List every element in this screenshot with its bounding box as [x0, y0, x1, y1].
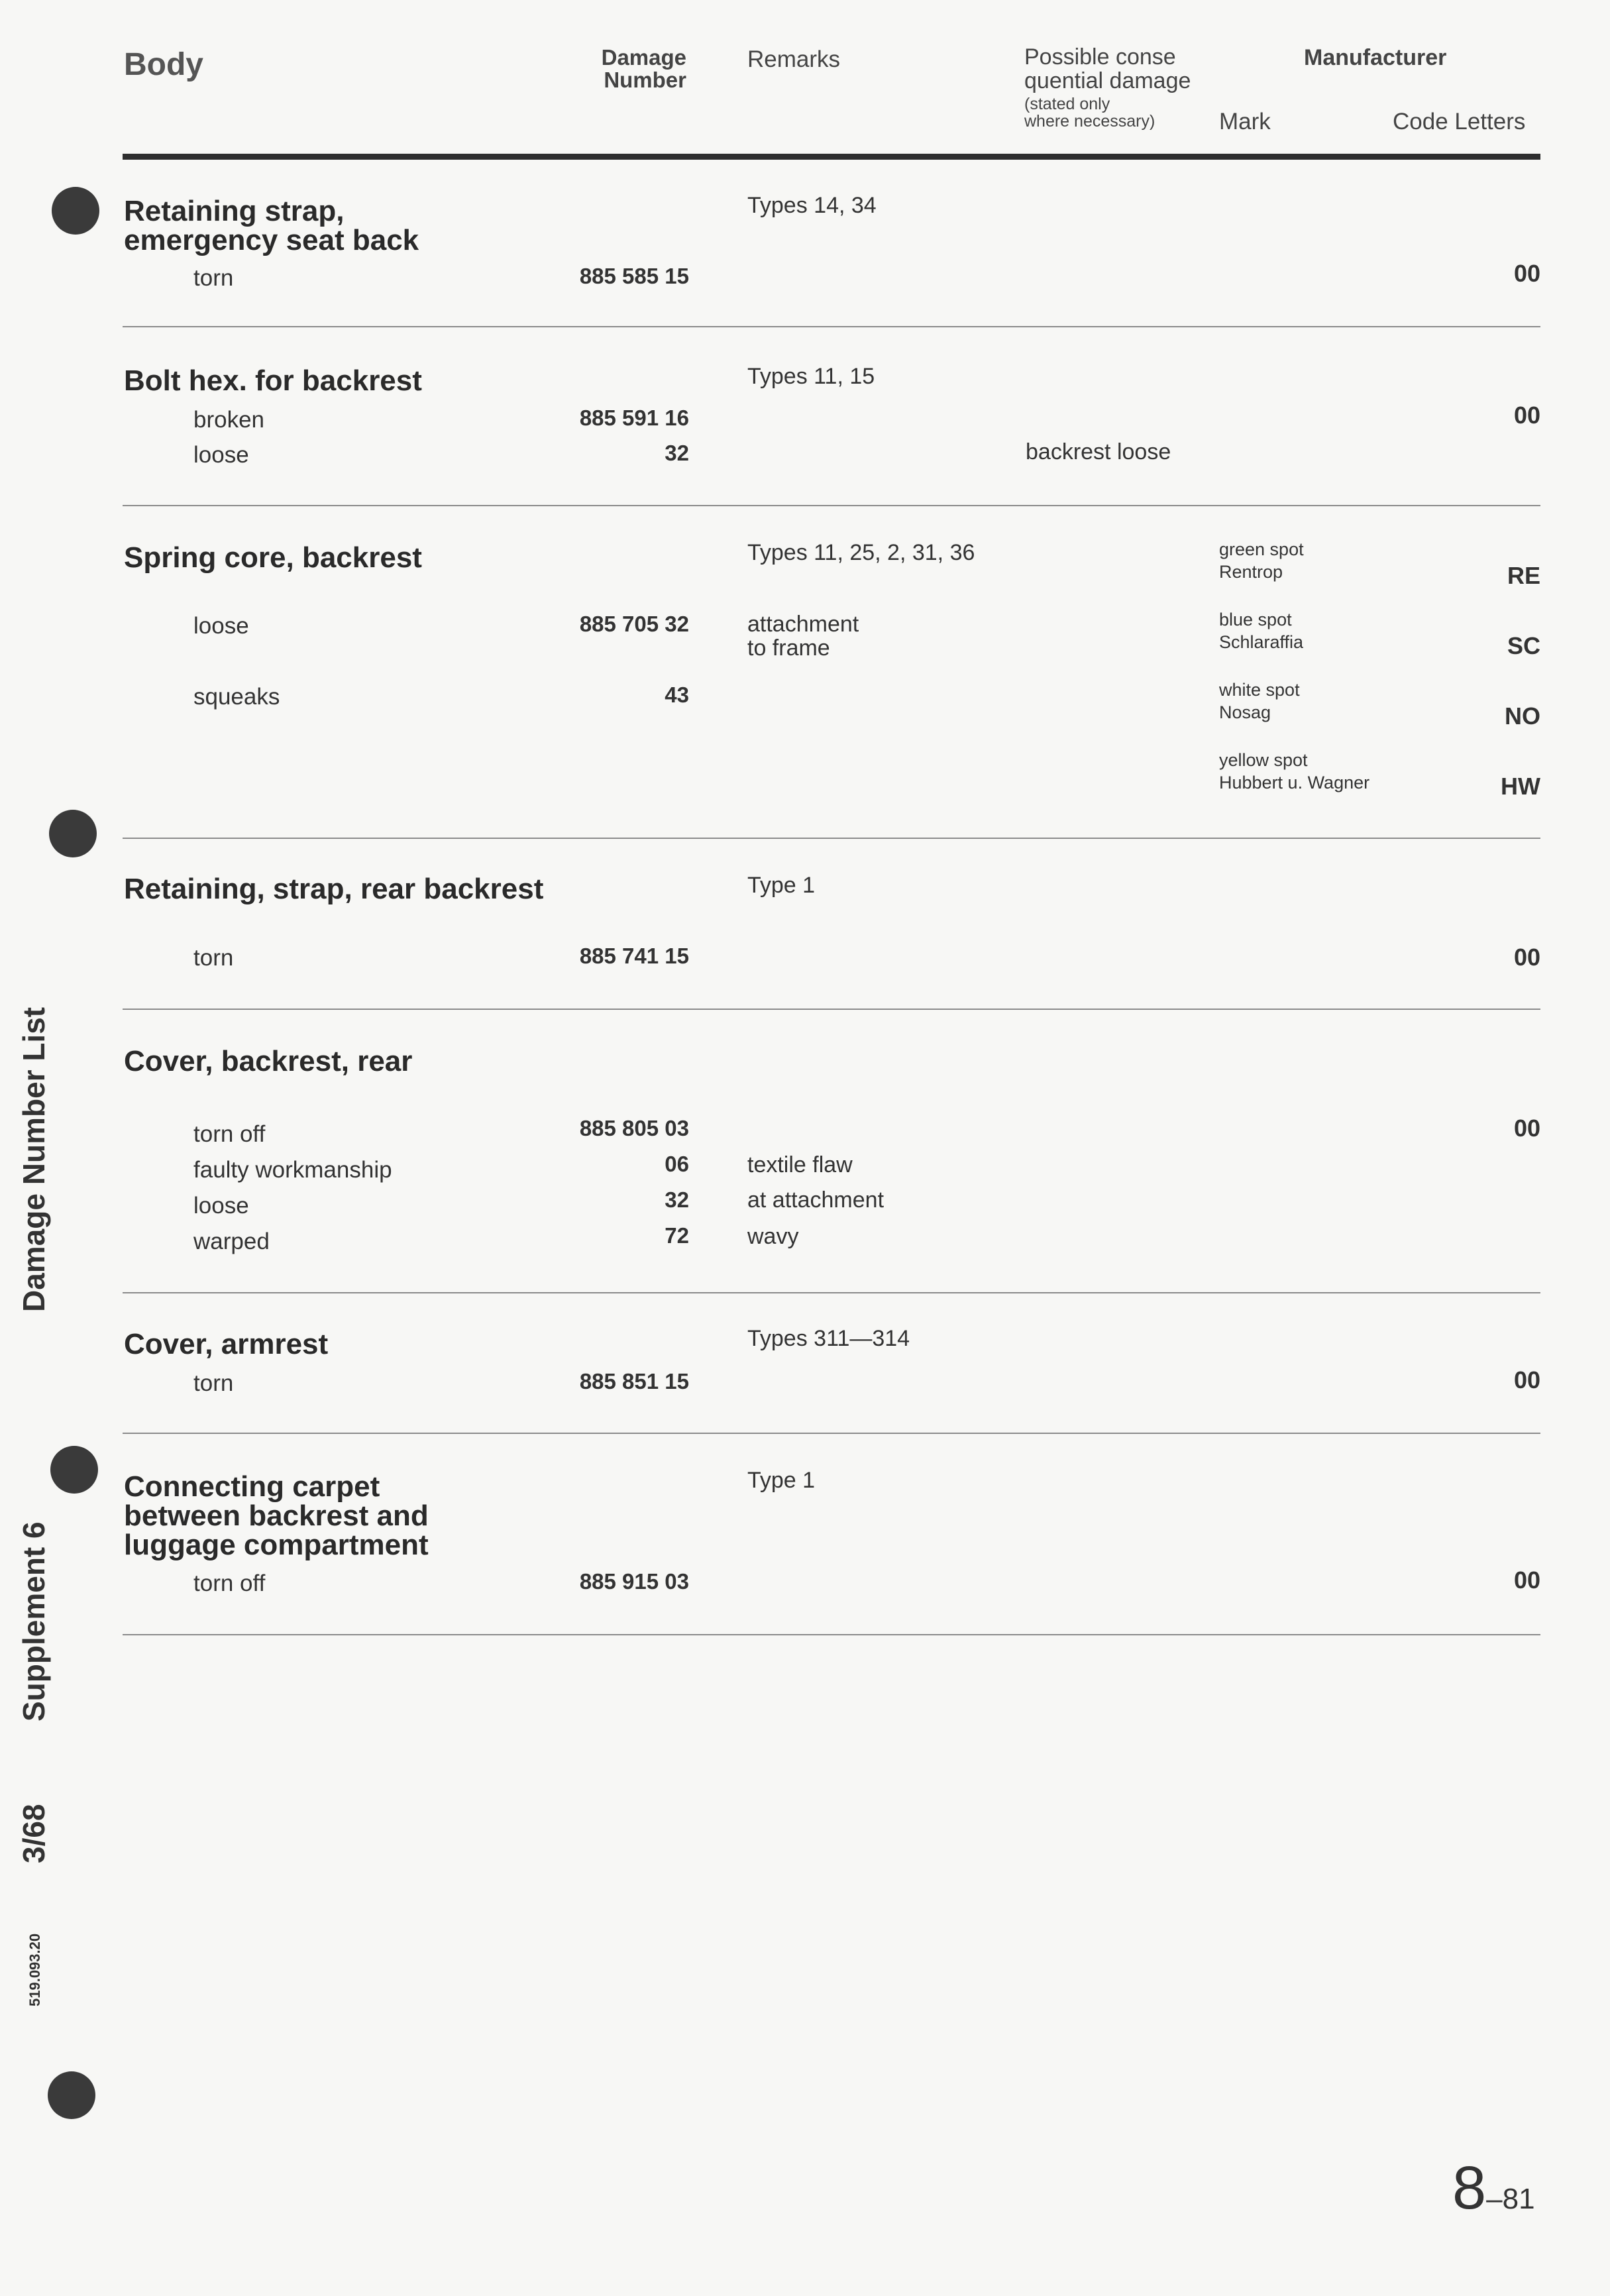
- punch-hole: [49, 810, 97, 857]
- damage-number-header-line: Damage: [601, 45, 686, 70]
- code-letters: 00: [1513, 1115, 1540, 1142]
- manufacturer-mark: [1219, 749, 1369, 794]
- remarks-text: at attachment: [747, 1187, 885, 1213]
- section-divider: [123, 1009, 1540, 1010]
- manufacturer-mark: [1219, 679, 1300, 724]
- item-title: Retaining, strap, rear backrest: [124, 873, 544, 905]
- punch-hole: [50, 1446, 98, 1494]
- code-letters: SC: [1507, 632, 1540, 659]
- remarks-text: Types 11, 25, 2, 31, 36: [747, 540, 975, 565]
- mark-line: white spot: [1219, 680, 1300, 700]
- consequential-header-line: quential damage: [1024, 68, 1191, 93]
- header-rule: [123, 154, 1540, 160]
- damage-label: faulty workmanship: [193, 1157, 392, 1183]
- consequential-header: [1024, 45, 1191, 130]
- item-title: [124, 1472, 429, 1560]
- damage-label: torn: [193, 265, 234, 291]
- section-divider: [123, 326, 1540, 327]
- code-letters-header: Code Letters: [1393, 109, 1526, 135]
- remarks-text: Type 1: [747, 1468, 816, 1493]
- mark-line: yellow spot: [1219, 750, 1308, 770]
- damage-number: 43: [665, 683, 689, 707]
- damage-label: loose: [193, 442, 249, 468]
- damage-number: 32: [665, 1187, 689, 1212]
- section-divider: [123, 838, 1540, 839]
- section-divider: [123, 1634, 1540, 1635]
- code-letters: 00: [1513, 1366, 1540, 1394]
- remarks-text: [747, 612, 859, 660]
- damage-label: warped: [193, 1229, 270, 1254]
- item-title: [124, 197, 419, 255]
- damage-number: 32: [665, 441, 689, 465]
- section-divider: [123, 505, 1540, 506]
- code-letters: 00: [1513, 1566, 1540, 1594]
- damage-number: 885 591 16: [579, 406, 689, 430]
- side-list-name: Damage Number List: [17, 1007, 51, 1312]
- mark-line: blue spot: [1219, 610, 1292, 629]
- item-title: Cover, armrest: [124, 1328, 329, 1360]
- damage-label: torn: [193, 1370, 234, 1396]
- remarks-text: Types 11, 15: [747, 364, 875, 389]
- mark-line: green spot: [1219, 539, 1304, 559]
- damage-label: loose: [193, 1193, 249, 1219]
- damage-label: loose: [193, 613, 249, 639]
- mark-line: Rentrop: [1219, 562, 1283, 582]
- remarks-line: attachment: [747, 612, 859, 637]
- item-title-line: between backrest and: [124, 1500, 429, 1532]
- item-title-line: Connecting carpet: [124, 1470, 380, 1503]
- consequential-note-line: where necessary): [1024, 112, 1155, 131]
- damage-number: 885 585 15: [579, 264, 689, 288]
- consequential-note-line: (stated only: [1024, 95, 1110, 113]
- item-title-line: emergency seat back: [124, 224, 419, 256]
- manufacturer-header: Manufacturer: [1304, 45, 1447, 70]
- remarks-text: textile flaw: [747, 1152, 853, 1177]
- damage-label: torn off: [193, 1121, 266, 1147]
- remarks-text: Type 1: [747, 873, 816, 898]
- mark-header: Mark: [1219, 109, 1271, 135]
- mark-line: Schlaraffia: [1219, 632, 1304, 652]
- side-date: 3/68: [17, 1804, 51, 1863]
- code-letters: 00: [1513, 944, 1540, 971]
- remarks-text: Types 311—314: [747, 1326, 910, 1351]
- remarks-header: Remarks: [747, 46, 841, 72]
- damage-label: squeaks: [193, 684, 280, 710]
- item-title: Bolt hex. for backrest: [124, 364, 422, 397]
- side-doc-number: 519.093.20: [27, 1933, 43, 2006]
- damage-number: 72: [665, 1223, 689, 1248]
- damage-label: torn off: [193, 1570, 266, 1596]
- side-supplement: Supplement 6: [17, 1521, 51, 1722]
- remarks-text: Types 14, 34: [747, 193, 877, 218]
- damage-number-header-line: Number: [604, 68, 686, 92]
- code-letters: NO: [1505, 702, 1540, 730]
- punch-hole: [52, 187, 99, 235]
- manufacturer-mark: [1219, 538, 1304, 583]
- code-letters: HW: [1501, 773, 1540, 800]
- section-divider: [123, 1292, 1540, 1293]
- damage-number: 885 851 15: [579, 1369, 689, 1394]
- page-sub-number: –81: [1486, 2183, 1535, 2215]
- manufacturer-mark: [1219, 608, 1303, 653]
- section-divider: [123, 1433, 1540, 1434]
- damage-label: broken: [193, 407, 265, 433]
- item-title-line: luggage compartment: [124, 1529, 429, 1561]
- code-letters: RE: [1507, 562, 1540, 589]
- damage-number: 885 915 03: [579, 1569, 689, 1594]
- code-letters: 00: [1513, 260, 1540, 287]
- code-letters: 00: [1513, 402, 1540, 429]
- consequential-header-line: Possible conse: [1024, 44, 1176, 70]
- damage-number: 885 705 32: [579, 612, 689, 636]
- remarks-line: to frame: [747, 635, 830, 661]
- mark-line: Nosag: [1219, 702, 1271, 722]
- punch-hole: [48, 2071, 95, 2119]
- section-title: Body: [124, 47, 203, 82]
- damage-number: 885 805 03: [579, 1116, 689, 1140]
- page-chapter: 8: [1452, 2154, 1487, 2222]
- damage-number-header: [583, 46, 686, 91]
- page-number: [1452, 2154, 1535, 2223]
- mark-line: Hubbert u. Wagner: [1219, 773, 1370, 793]
- remarks-text: wavy: [747, 1224, 799, 1249]
- consequential-damage: backrest loose: [1026, 439, 1171, 465]
- damage-number: 06: [665, 1152, 689, 1176]
- damage-number: 885 741 15: [579, 944, 689, 968]
- item-title: Spring core, backrest: [124, 541, 422, 574]
- damage-label: torn: [193, 945, 234, 971]
- item-title: Cover, backrest, rear: [124, 1045, 413, 1077]
- item-title-line: Retaining strap,: [124, 195, 345, 227]
